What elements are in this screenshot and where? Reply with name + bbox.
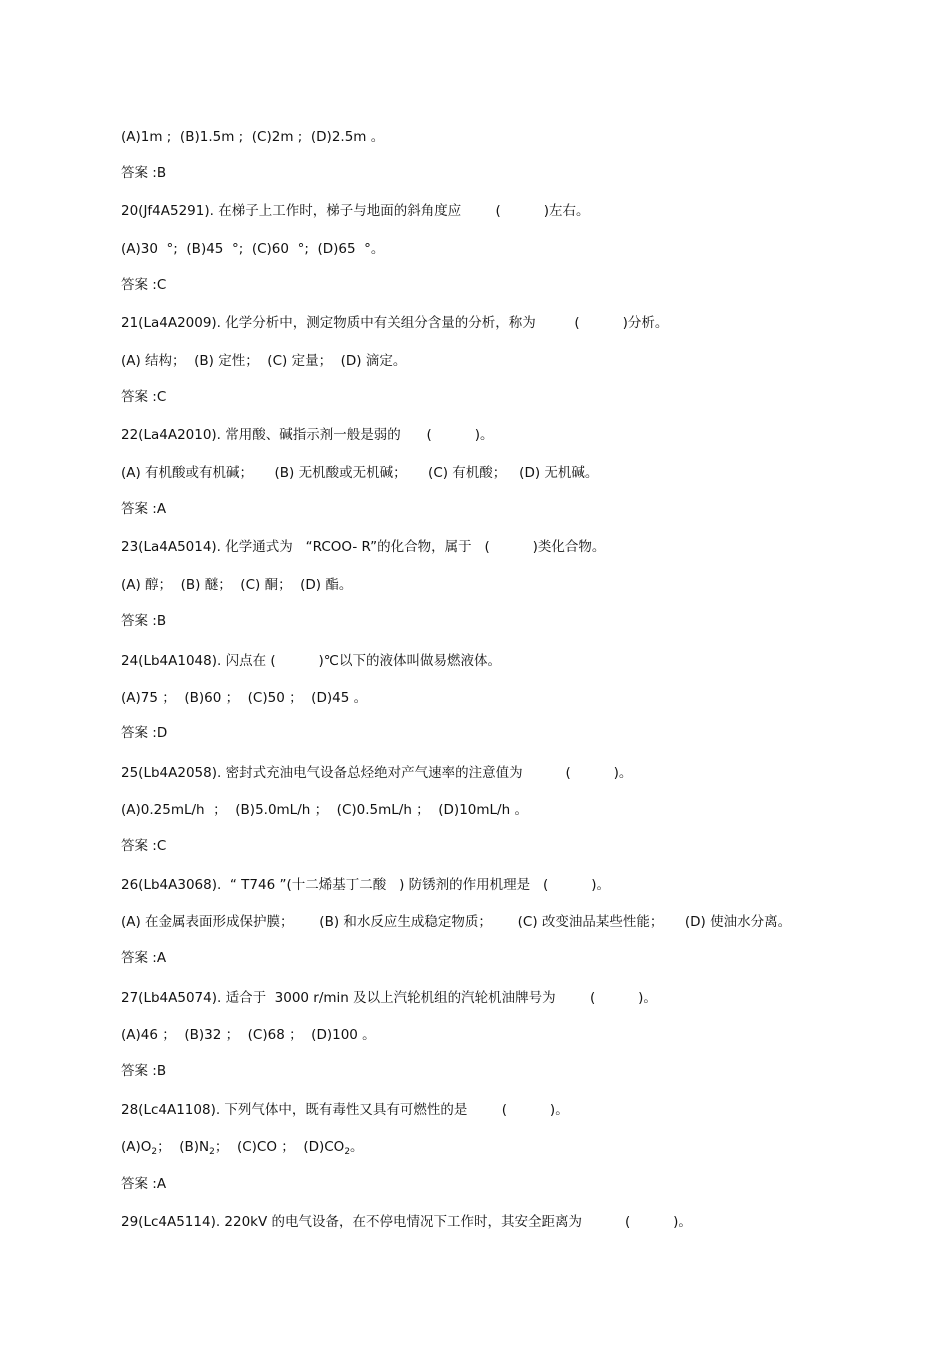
q21-answer: 答案 :C (121, 389, 167, 405)
q27-answer: 答案 :B (121, 1063, 167, 1079)
q29-question: 29(Lc4A5114). 220kV 的电气设备，在不停电情况下工作时，其安全距离为 ( )。 (121, 1214, 692, 1230)
q22-answer: 答案 :A (121, 501, 167, 517)
q28-option-d-subscript: 2 (344, 1147, 351, 1157)
q27-options: (A)46 ； (B)32 ； (C)68 ； (D)100 。 (121, 1027, 376, 1043)
q27-question: 27(Lb4A5074). 适合于 3000 r/min 及以上汽轮机组的汽轮机油牌号为 ( )。 (121, 990, 657, 1006)
q23-answer: 答案 :B (121, 613, 167, 629)
q26-question: 26(Lb4A3068). “ T746 ”(十二烯基丁二酸 ) 防锈剂的作用机理是 ( )。 (121, 877, 610, 893)
q28-option-cd: ； (C)CO ； (D)CO (214, 1139, 345, 1155)
q28-option-b-subscript: 2 (209, 1147, 215, 1157)
q28-option-a-subscript: 2 (151, 1147, 158, 1157)
q20-options: (A)30 °; (B)45 °; (C)60 °; (D)65 °。 (121, 241, 385, 257)
q19-answer: 答案 :B (121, 165, 167, 181)
q20-answer: 答案 :C (121, 277, 167, 293)
q20-question: 20(Jf4A5291). 在梯子上工作时，梯子与地面的斜角度应 ( )左右。 (121, 203, 590, 219)
q19-options: (A)1m ; (B)1.5m ; (C)2m ; (D)2.5m 。 (121, 129, 385, 145)
q25-answer: 答案 :C (121, 838, 167, 854)
q28-options (121, 1138, 364, 1161)
q23-question: 23(La4A5014). 化学通式为 “RCOO- R”的化合物，属于 ( )类化合物。 (121, 539, 606, 555)
q24-answer: 答案 :D (121, 725, 168, 741)
q25-question: 25(Lb4A2058). 密封式充油电气设备总烃绝对产气速率的注意值为 ( )。 (121, 765, 633, 781)
q21-question: 21(La4A2009). 化学分析中，测定物质中有关组分含量的分析，称为 ( )分析。 (121, 315, 669, 331)
q25-options: (A)0.25mL/h ； (B)5.0mL/h ； (C)0.5mL/h ； (D)10mL/h 。 (121, 802, 528, 818)
q26-options: (A) 在金属表面形成保护膜； (B) 和水反应生成稳定物质； (C) 改变油品某些性能； (D) 使油水分离。 (121, 914, 792, 930)
q22-question: 22(La4A2010). 常用酸、碱指示剂一般是弱的 ( )。 (121, 427, 494, 443)
q28-option-end: 。 (350, 1139, 364, 1155)
q28-question: 28(Lc4A1108). 下列气体中，既有毒性又具有可燃性的是 ( )。 (121, 1102, 569, 1118)
q24-options: (A)75 ； (B)60 ； (C)50 ； (D)45 。 (121, 690, 368, 706)
q28-option-b: ； (B)N (157, 1139, 210, 1155)
q26-answer: 答案 :A (121, 950, 167, 966)
q21-options: (A) 结构； (B) 定性； (C) 定量； (D) 滴定。 (121, 353, 407, 369)
q24-question: 24(Lb4A1048). 闪点在 ( )℃以下的液体叫做易燃液体。 (121, 653, 501, 669)
q23-options: (A) 醇； (B) 醚； (C) 酮； (D) 酯。 (121, 577, 353, 593)
q28-option-a: (A)O (121, 1139, 152, 1155)
q28-answer: 答案 :A (121, 1176, 167, 1192)
q22-options: (A) 有机酸或有机碱； (B) 无机酸或无机碱； (C) 有机酸； (D) 无机碱。 (121, 465, 599, 481)
